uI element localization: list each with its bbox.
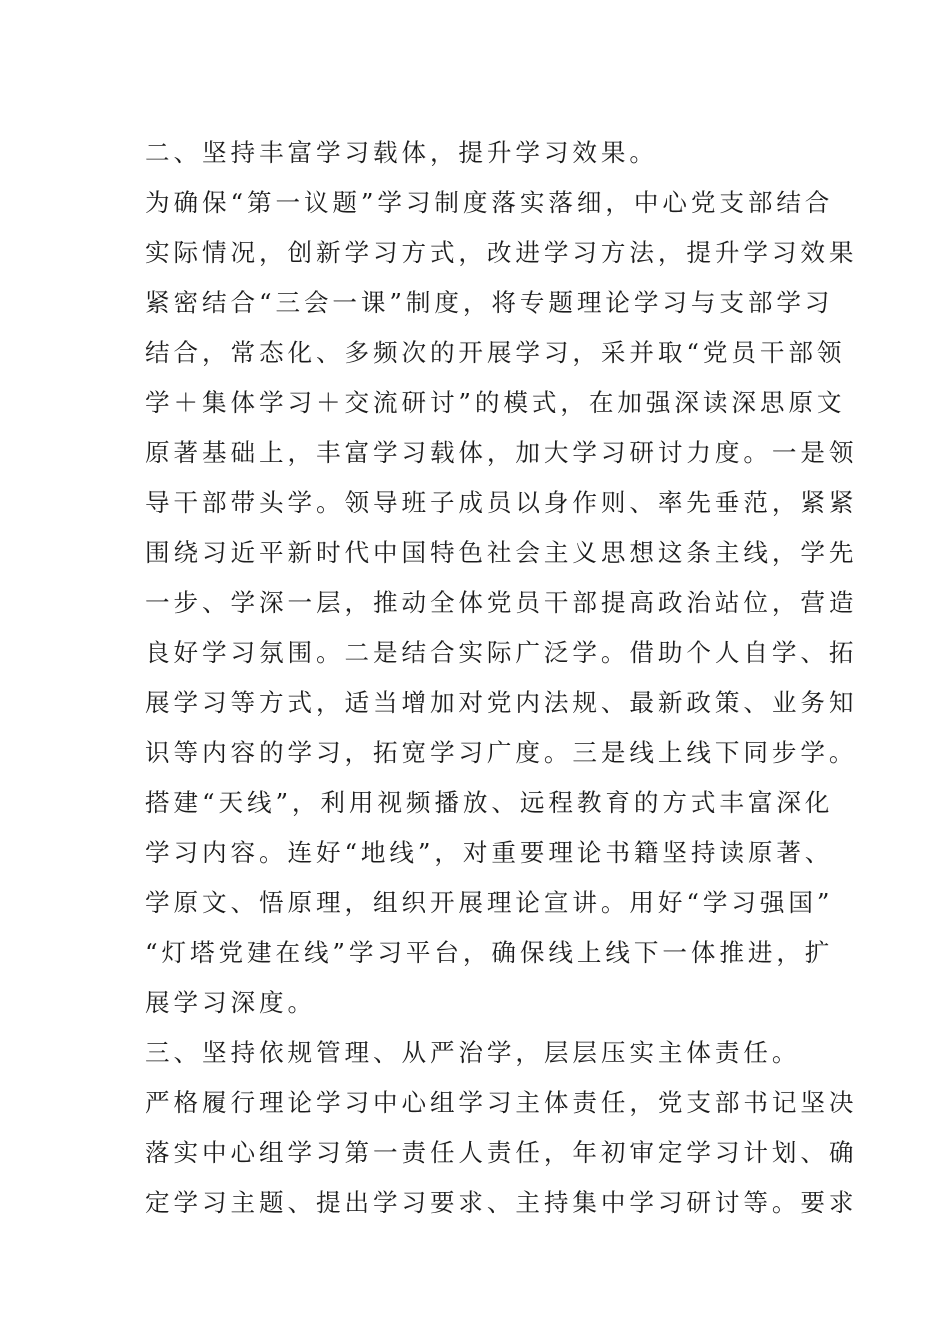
paragraph-line: 为确保“第一议题”学习制度落实落细，中心党支部结合 [145,188,834,217]
paragraph-line: 紧密结合“三会一课”制度，将专题理论学习与支部学习 [145,288,834,317]
paragraph-line: 一步、学深一层，推动全体党员干部提高政治站位，营造 [145,588,858,617]
paragraph-line: 围绕习近平新时代中国特色社会主义思想这条主线，学先 [145,538,858,567]
paragraph-line: 学＋集体学习＋交流研讨”的模式，在加强深读深思原文 [145,388,846,417]
paragraph-line: 结合，常态化、多频次的开展学习，采并取“党员干部领 [145,338,846,367]
paragraph-line: 展学习深度。 [145,988,316,1017]
paragraph-line: 落实中心组学习第一责任人责任，年初审定学习计划、确 [145,1138,858,1167]
paragraph-line: 严格履行理论学习中心组学习主体责任，党支部书记坚决 [145,1088,858,1117]
paragraph-line: 导干部带头学。领导班子成员以身作则、率先垂范，紧紧 [145,488,858,517]
paragraph-line: 定学习主题、提出学习要求、主持集中学习研讨等。要求 [145,1188,858,1217]
paragraph-line: 良好学习氛围。二是结合实际广泛学。借助个人自学、拓 [145,638,858,667]
paragraph-line: 学原文、悟原理，组织开展理论宣讲。用好“学习强国” [145,888,834,917]
paragraph-line: 展学习等方式，适当增加对党内法规、最新政策、业务知 [145,688,858,717]
paragraph-line: 实际情况，创新学习方式，改进学习方法，提升学习效果 [145,238,858,267]
paragraph-line: 识等内容的学习，拓宽学习广度。三是线上线下同步学。 [145,738,858,767]
paragraph-line: 原著基础上，丰富学习载体，加大学习研讨力度。一是领 [145,438,858,467]
paragraph-line: 搭建“天线”，利用视频播放、远程教育的方式丰富深化 [145,788,834,817]
document-page [145,128,858,1228]
section-heading-2: 二、坚持丰富学习载体，提升学习效果。 [145,138,658,167]
section-heading-3: 三、坚持依规管理、从严治学，层层压实主体责任。 [145,1038,801,1067]
paragraph-line: “灯塔党建在线”学习平台，确保线上线下一体推进，扩 [145,938,834,967]
paragraph-line: 学习内容。连好“地线”，对重要理论书籍坚持读原著、 [145,838,834,867]
